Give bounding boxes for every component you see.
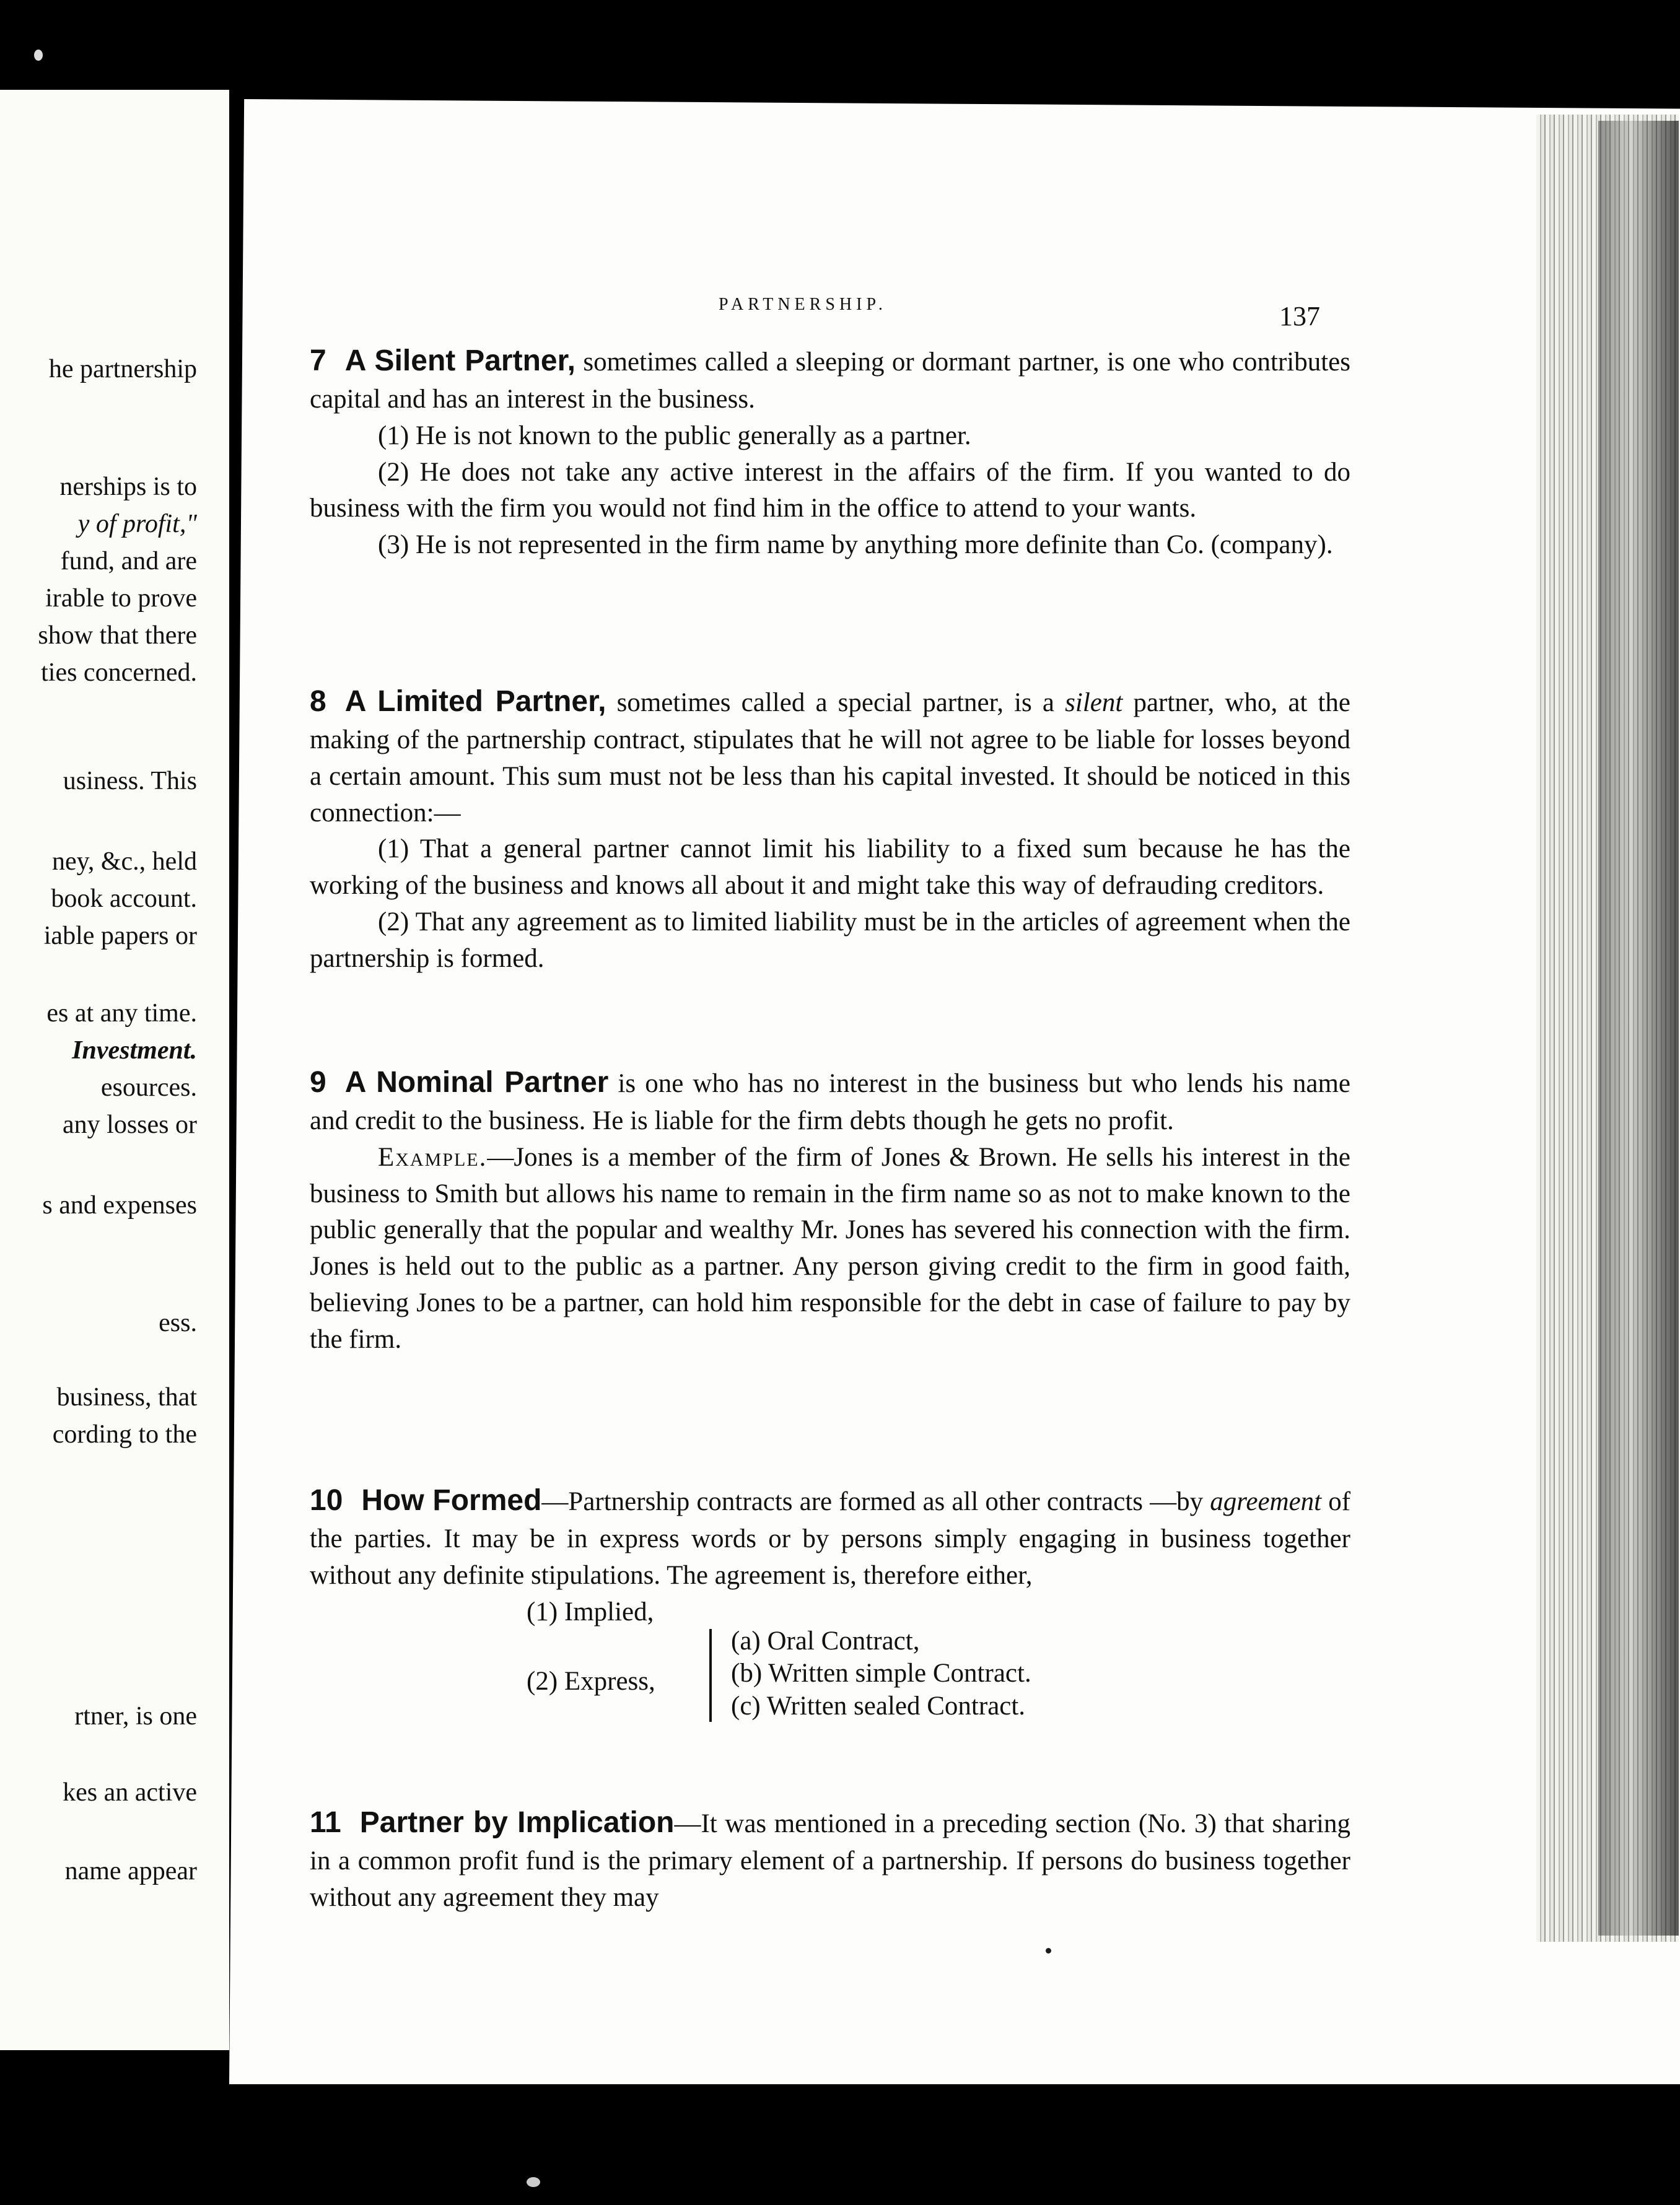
section-8 [310, 681, 1350, 977]
brace [709, 1629, 720, 1722]
section-8-intro [310, 681, 1350, 831]
section-number: 11 [310, 1806, 341, 1839]
express-type: (b) Written simple Contract. [731, 1659, 1031, 1688]
section-9 [310, 1062, 1350, 1358]
express-option: (2) Express, [527, 1666, 655, 1696]
facing-line: ney, &c., held [51, 847, 197, 876]
section-text: sometimes called a sleeping or dormant partner, is one who contributes capital and has an interest in the business. [310, 347, 1351, 414]
facing-line: nerships is to [59, 473, 197, 501]
section-heading: A Limited Partner, [344, 685, 606, 718]
express-type: (a) Oral Contract, [731, 1626, 920, 1656]
facing-line: show that there [38, 621, 197, 650]
facing-line: iable papers or [43, 922, 197, 950]
example-label: Example. [378, 1142, 488, 1172]
section-11 [310, 1802, 1350, 1916]
facing-line: irable to prove [45, 584, 197, 613]
list-item: (2) That any agreement as to limited liability must be in the articles of agreement when the partnership is formed. [310, 907, 1350, 974]
page-edge-shadow [1598, 121, 1679, 1936]
section-10 [310, 1480, 1350, 1724]
section-text: partner, who, at the making of the partnership contract, stipulates that he will not agree to be liable for losses beyond a certain amount. This sum must not be less than his capital invested. It should be noticed in this connection:— [310, 688, 1351, 827]
facing-line: book account. [51, 884, 197, 913]
facing-line: y of profit," [77, 510, 197, 538]
formation-list [310, 1594, 1350, 1724]
list-item: (1) That a general partner cannot limit his liability to a fixed sum because he has the working of the business and knows all about it and might take this way of defrauding creditors. [310, 834, 1350, 901]
facing-line: cording to the [52, 1420, 197, 1449]
section-9-intro [310, 1062, 1350, 1140]
example-paragraph [310, 1140, 1350, 1358]
facing-line: Investment. [72, 1036, 197, 1065]
scan-speck [527, 2177, 540, 2187]
facing-line: ties concerned. [41, 658, 197, 687]
section-heading: How Formed [361, 1484, 542, 1517]
express-types [731, 1625, 1031, 1724]
section-text: sometimes called a special partner, is a [616, 688, 1055, 717]
facing-line: esources. [100, 1073, 197, 1102]
facing-line: s and expenses [42, 1191, 197, 1220]
running-head: PARTNERSHIP. [719, 295, 887, 314]
facing-line: he partnership [48, 355, 197, 383]
section-7 [310, 341, 1350, 564]
scan-speck [34, 50, 43, 61]
section-10-intro [310, 1480, 1350, 1594]
section-heading: A Silent Partner, [344, 344, 575, 377]
section-7-intro [310, 341, 1350, 418]
list-item: (2) He does not take any active interest in the affairs of the firm. If you wanted to do business with the firm you would not find him in the office to attend to your wants. [310, 457, 1350, 523]
facing-line: name appear [64, 1857, 197, 1885]
list-item: (3) He is not represented in the firm name by anything more definite than Co. (company). [378, 530, 1333, 560]
facing-page [0, 90, 229, 2050]
section-heading: Partner by Implication [359, 1806, 675, 1839]
section-text: is one who has no interest in the business but who lends his name and credit to the business. He is liable for the firm debts though he gets no profit. [310, 1069, 1351, 1135]
facing-line: ess. [159, 1309, 197, 1337]
section-text: of the parties. It may be in express words or by persons simply engaging in business together without any definite stipulations. The agreement is, therefore either, [310, 1487, 1351, 1590]
section-number: 10 [310, 1484, 343, 1517]
section-text: —It was mentioned in a preceding section (No. 3) that sharing in a common profit fund is the primary element of a partnership. If persons do business together without any agreement they may [310, 1809, 1350, 1912]
section-11-intro [310, 1802, 1350, 1916]
facing-line: rtner, is one [74, 1702, 197, 1731]
section-text: —Partnership contracts are formed as all other contracts —by [541, 1487, 1204, 1516]
facing-line: usiness. This [63, 767, 197, 795]
facing-line: fund, and are [60, 547, 197, 575]
list-item: (1) He is not known to the public generally as a partner. [378, 421, 971, 450]
implied-option: (1) Implied, [527, 1597, 654, 1626]
section-number: 7 [310, 344, 326, 377]
express-type: (c) Written sealed Contract. [731, 1692, 1026, 1721]
facing-line: any losses or [63, 1111, 197, 1139]
section-number: 9 [310, 1066, 326, 1099]
section-heading: A Nominal Partner [344, 1066, 609, 1099]
example-text: —Jones is a member of the firm of Jones & Brown. He sells his interest in the business to Smith but allows his name to remain in the firm name so as not to make known to the public generally that the popular and wealthy Mr. Jones has severed his connection with the firm. Jones is held out to the public as a partner. Any person giving credit to the firm in good faith, believing Jones to be a partner, can hold him responsible for the debt in case of failure to pay by the firm. [310, 1142, 1350, 1355]
facing-line: business, that [56, 1383, 197, 1412]
emphasis: silent [1065, 688, 1123, 717]
emphasis: agreement [1210, 1487, 1322, 1516]
section-number: 8 [310, 685, 326, 718]
facing-line: es at any time. [46, 999, 197, 1028]
scan-speck [1046, 1948, 1051, 1954]
facing-line: kes an active [63, 1778, 197, 1807]
page-number: 137 [1279, 301, 1320, 331]
